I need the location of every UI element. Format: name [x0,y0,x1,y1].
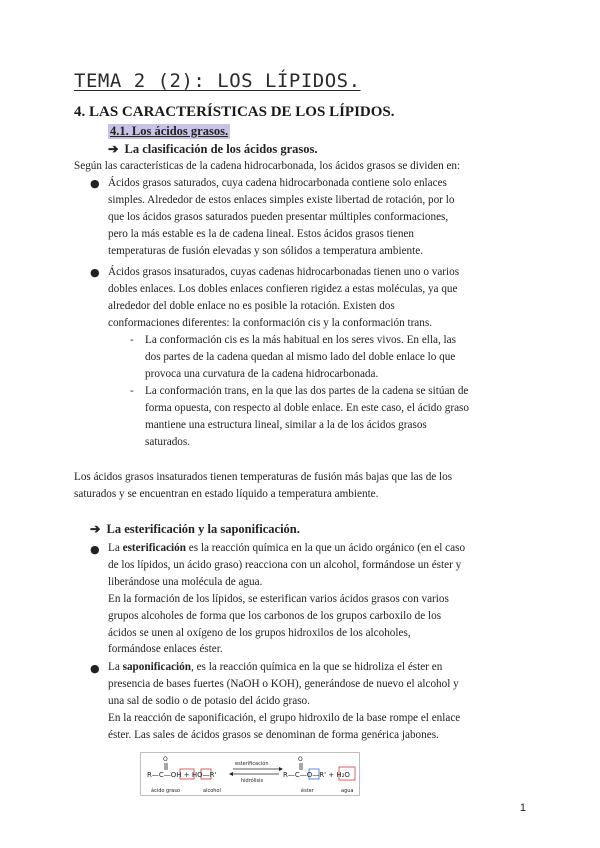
page-number: 1 [519,802,526,814]
reverse-arrowhead [229,772,233,776]
classification-heading: ➔ La clasificación de los ácidos grasos. [108,142,318,156]
list-item-cis: La conformación cis es la más habitual en los seres vivos. En ella, las dos partes de la cadena quedan al mismo lado del doble enlace lo que provoca una curvatura de la cadena hidrocarbonada. [145,334,456,380]
list-item-saponification: La saponificación, es la reacción química en la que se hidroliza el éster en presencia de bases fuertes (NaOH o KOH), generándose de nuevo el alcohol y una sal de sodio o de potasio del ácido graso. En la reacción de saponificación, el grupo hidroxilo de la base rompe el enlace éster. Las sales de ácidos grasos se denominan de forma genérica jabones. [108,661,461,741]
closing-paragraph: Los ácidos grasos insaturados tienen temperaturas de fusión más bajas que las de los saturados y se encuentran en estado líquido a temperatura ambiente. [74,471,453,500]
list-item-unsaturated: Ácidos grasos insaturados, cuyas cadenas hidrocarbonadas tienen uno o varios dobles enlaces. Los dobles enlaces confieren rigidez a estas moléculas, ya que alrededor del doble enlace no es posible la rotación. Existen dos conformaciones diferentes: la conformación cis y la conformación trans. [108,266,460,329]
formula-right: R—C—O—R' + H₂O [283,771,350,779]
subsection-heading: 4.1. Los ácidos grasos. [110,124,229,138]
bullet-icon: ● [90,662,100,675]
reaction-diagram-svg [141,753,359,795]
label-acid: ácido graso [151,788,180,794]
classification-intro: Según las características de la cadena hidrocarbonada, los ácidos grasos se dividen en: [74,160,461,172]
label-water: agua [341,788,354,794]
term-saponification: saponificación [122,661,191,673]
dash-icon: - [130,333,134,346]
list-item-saturated: Ácidos grasos saturados, cuya cadena hidrocarbonada contiene solo enlaces simples. Alrededor de estos enlaces simples existe libertad de rotación, por lo que los ácidos grasos saturados pueden presentar múltiples conformaciones, pero la más estable es la de cadena lineal. Estos ácidos grasos tienen temperaturas de fusión elevadas y son sólidos a temperatura ambiente. [108,177,455,257]
esterification-heading: ➔ La esterificación y la saponificación. [90,522,300,536]
bullet-icon: ● [90,543,100,556]
term-esterification: esterificación [122,542,186,554]
arrow-icon: ➔ [90,522,101,536]
section-heading: 4. LAS CARACTERÍSTICAS DE LOS LÍPIDOS. [74,104,395,120]
arrow-bottom-label: hidrólisis [241,778,264,784]
label-alcohol: alcohol [203,788,221,794]
oxygen-label: O [298,756,303,763]
bullet-icon: ● [90,177,100,190]
bullet-icon: ● [90,266,100,279]
label-ester: éster [301,788,314,794]
list-item-trans: La conformación trans, en la que las dos partes de la cadena se sitúan de forma opuesta, con respecto al doble enlace. En este caso, el ácido graso mantiene una estructura lineal, similar a la de los ácidos grasos saturados. [145,385,469,448]
formula-left: R—C—OH + HO—R' [147,771,217,779]
page-title: TEMA 2 (2): LOS LÍPIDOS. [74,70,361,92]
oxygen-label: O [163,756,168,763]
reaction-diagram [140,752,360,796]
arrow-icon: ➔ [108,142,119,156]
list-item-esterification: La esterificación es la reacción química en la que un ácido orgánico (en el caso de los lípidos, un ácido graso) reacciona con un alcohol, formándose un éster y liberándose una molécula de agua. En la formación de los lípidos, se esterifican varios ácidos grasos con varios grupos alcoholes de forma que los carbonos de los grupos carboxilo de los ácidos se unen al oxígeno de los grupos hidroxilos de los alcoholes, formándose enlaces éster. [108,542,466,656]
arrow-top-label: esterificación [235,761,269,767]
dash-icon: - [130,384,134,397]
